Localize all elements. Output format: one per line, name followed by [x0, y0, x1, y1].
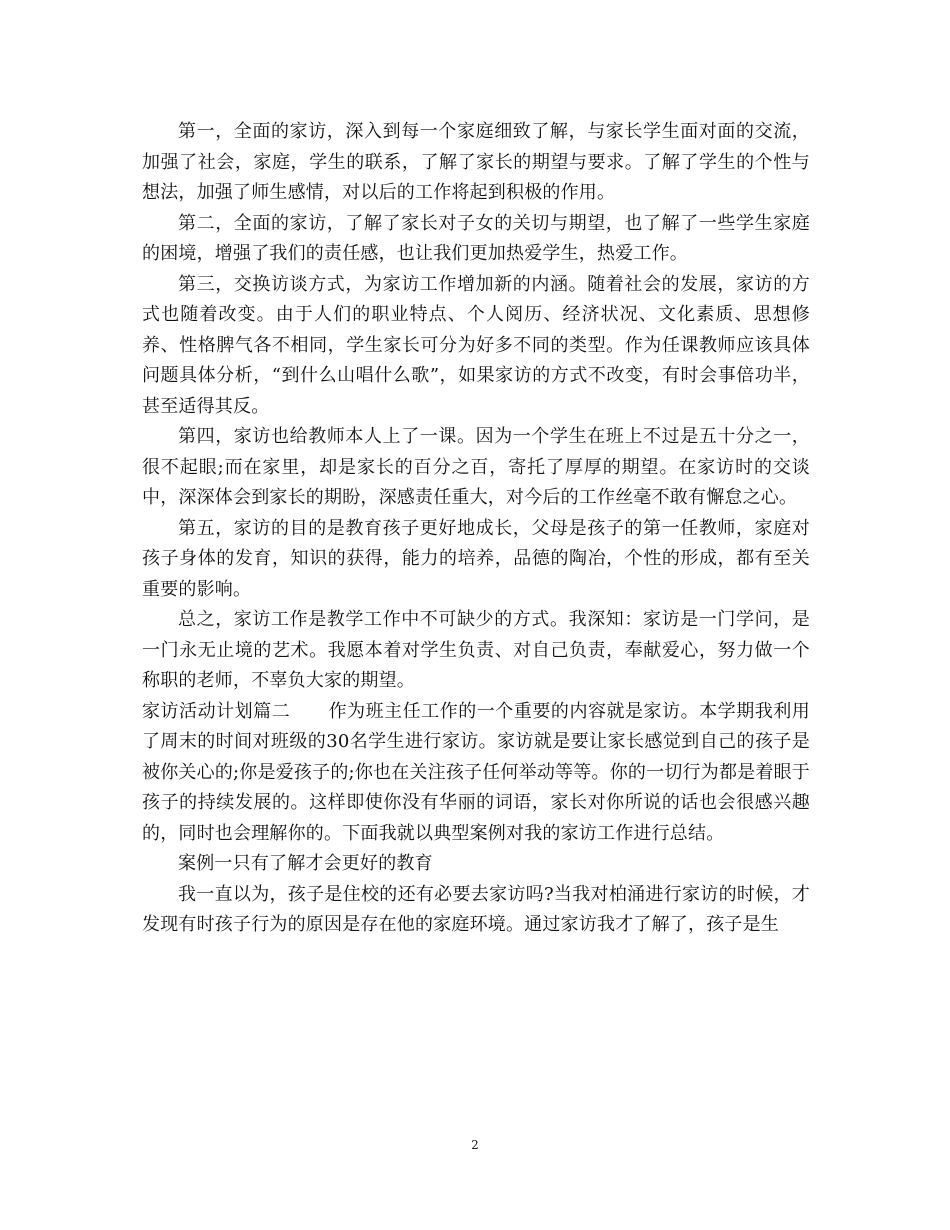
page-number: 2	[471, 1138, 479, 1152]
paragraph-fifth: 第五，家访的目的是教育孩子更好地成长，父母是孩子的第一任教师，家庭对孩子身体的发育，知识的获得，能力的培养，品德的陶冶，个性的形成，都有至关重要的影响。	[142, 517, 810, 600]
section-intro: 作为班主任工作的一个重要的内容就是家访。本学期我利用了周末的时间对班级的30名学生进行家访。家访就是要让家长感觉到自己的孩子是被你关心的;你是爱孩子的;你也在关注孩子任何举动等等。你的一切行为都是着眼于孩子的持续发展的。这样即使你没有华丽的词语，家长对你所说的话也会很感兴趣的，同时也会理解你的。下面我就以典型案例对我的家访工作进行总结。	[142, 700, 810, 844]
paragraph-fourth: 第四，家访也给教师本人上了一课。因为一个学生在班上不过是五十分之一，很不起眼;而在家里，却是家长的百分之百，寄托了厚厚的期望。在家访时的交谈中，深深体会到家长的期盼，深感责任重大，对今后的工作丝毫不敢有懈怠之心。	[142, 426, 810, 508]
case-paragraph: 我一直以为，孩子是住校的还有必要去家访吗?当我对柏涌进行家访的时候，才发现有时孩子行为的原因是存在他的家庭环境。通过家访我才了解了，孩子是生	[142, 883, 810, 935]
document-body	[142, 117, 810, 941]
section-two-paragraph	[142, 697, 810, 850]
paragraph-third: 第三，交换访谈方式，为家访工作增加新的内涵。随着社会的发展，家访的方式也随着改变。由于人们的职业特点、个人阅历、经济状况、文化素质、思想修养、性格脾气各不相同，学生家长可分为好多不同的类型。作为任课教师应该具体问题具体分析，“到什么山唱什么歌”，如果家访的方式不改变，有时会事倍功半，甚至适得其反。	[142, 273, 810, 417]
case-title: 案例一只有了解才会更好的教育	[178, 853, 433, 874]
paragraph-first: 第一，全面的家访，深入到每一个家庭细致了解，与家长学生面对面的交流，加强了社会，家庭，学生的联系，了解了家长的期望与要求。了解了学生的个性与想法，加强了师生感情，对以后的工作将起到积极的作用。	[142, 121, 810, 203]
section-heading: 家访活动计划篇二	[142, 700, 291, 722]
paragraph-conclusion: 总之，家访工作是教学工作中不可缺少的方式。我深知：家访是一门学问，是一门永无止境的艺术。我愿本着对学生负责、对自己负责，奉献爱心，努力做一个称职的老师，不辜负大家的期望。	[142, 609, 810, 691]
paragraph-second: 第二，全面的家访，了解了家长对子女的关切与期望，也了解了一些学生家庭的困境，增强了我们的责任感，也让我们更加热爱学生，热爱工作。	[142, 212, 810, 264]
